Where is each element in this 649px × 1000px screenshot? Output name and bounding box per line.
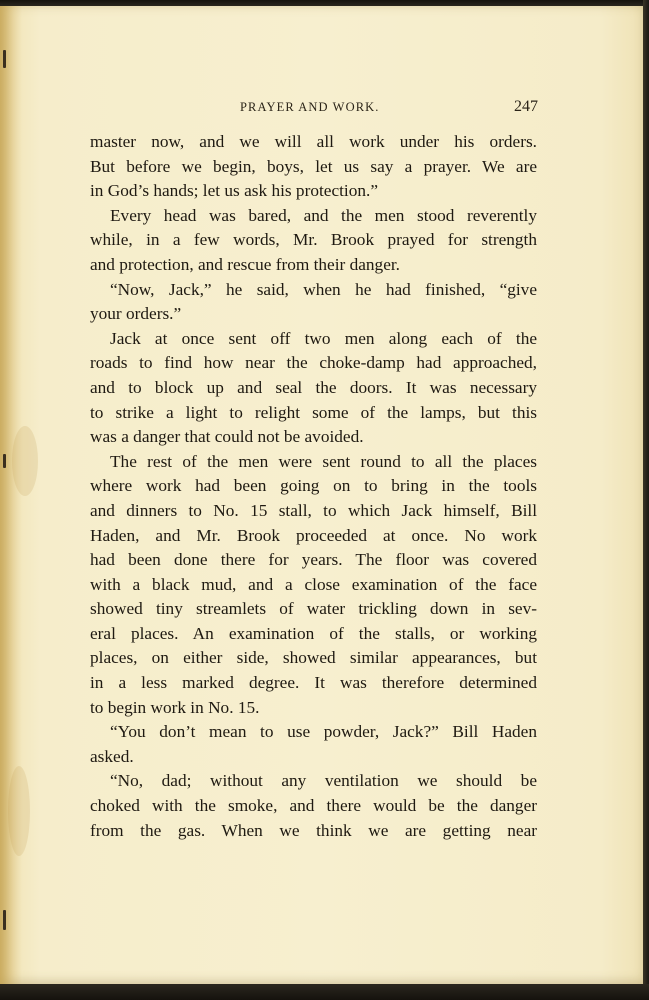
running-head-title: PRAYER AND WORK. — [240, 100, 380, 114]
text-line: in God’s hands; let us ask his protection.” — [90, 181, 378, 201]
text-line: and dinners to No. 15 stall, to which Jack himself, Bill — [90, 500, 537, 520]
text-line: eral places. An examination of the stalls, or working — [90, 623, 537, 643]
text-line: Jack at once sent off two men along each of the — [110, 328, 537, 348]
paper-stain — [8, 766, 30, 856]
text-line: was a danger that could not be avoided. — [90, 427, 364, 447]
margin-mark — [3, 454, 6, 468]
text-line: But before we begin, boys, let us say a prayer. We are — [90, 156, 537, 176]
text-line: places, on either side, showed similar appearances, but — [90, 648, 537, 668]
margin-mark — [3, 910, 6, 930]
text-line: and to block up and seal the doors. It was necessary — [90, 377, 537, 397]
text-line: had been done there for years. The floor was covered — [90, 550, 537, 570]
running-head — [90, 98, 542, 118]
page-number: 247 — [514, 98, 538, 115]
text-line: “Now, Jack,” he said, when he had finished, “give — [110, 279, 537, 299]
text-line: Haden, and Mr. Brook proceeded at once. No work — [90, 525, 537, 545]
text-line: master now, and we will all work under his orders. — [90, 132, 537, 151]
text-line: to begin work in No. 15. — [90, 697, 260, 717]
scan-right-edge — [643, 0, 649, 1000]
text-line: and protection, and rescue from their danger. — [90, 254, 400, 274]
body-text — [90, 130, 537, 843]
text-line: to strike a light to relight some of the lamps, but this — [90, 402, 537, 422]
scan-bottom-edge — [0, 984, 649, 1000]
text-line: showed tiny streamlets of water trickling down in sev- — [90, 599, 537, 619]
text-line: from the gas. When we think we are getting near — [90, 820, 537, 840]
text-line: asked. — [90, 746, 134, 766]
text-line: roads to find how near the choke-damp had approached, — [90, 353, 537, 373]
text-line: where work had been going on to bring in the tools — [90, 476, 537, 496]
text-line: choked with the smoke, and there would be the danger — [90, 796, 537, 816]
text-line: “You don’t mean to use powder, Jack?” Bill Haden — [110, 722, 537, 742]
text-line: your orders.” — [90, 304, 182, 324]
text-line: with a black mud, and a close examination of the face — [90, 574, 537, 594]
text-line: in a less marked degree. It was therefore determined — [90, 673, 537, 693]
margin-mark — [3, 50, 6, 68]
book-page — [0, 6, 643, 986]
text-line: The rest of the men were sent round to all the places — [110, 451, 537, 471]
paper-stain — [12, 426, 38, 496]
text-line: “No, dad; without any ventilation we should be — [110, 771, 537, 791]
text-line: Every head was bared, and the men stood reverently — [110, 205, 537, 225]
text-line: while, in a few words, Mr. Brook prayed for strength — [90, 230, 537, 250]
